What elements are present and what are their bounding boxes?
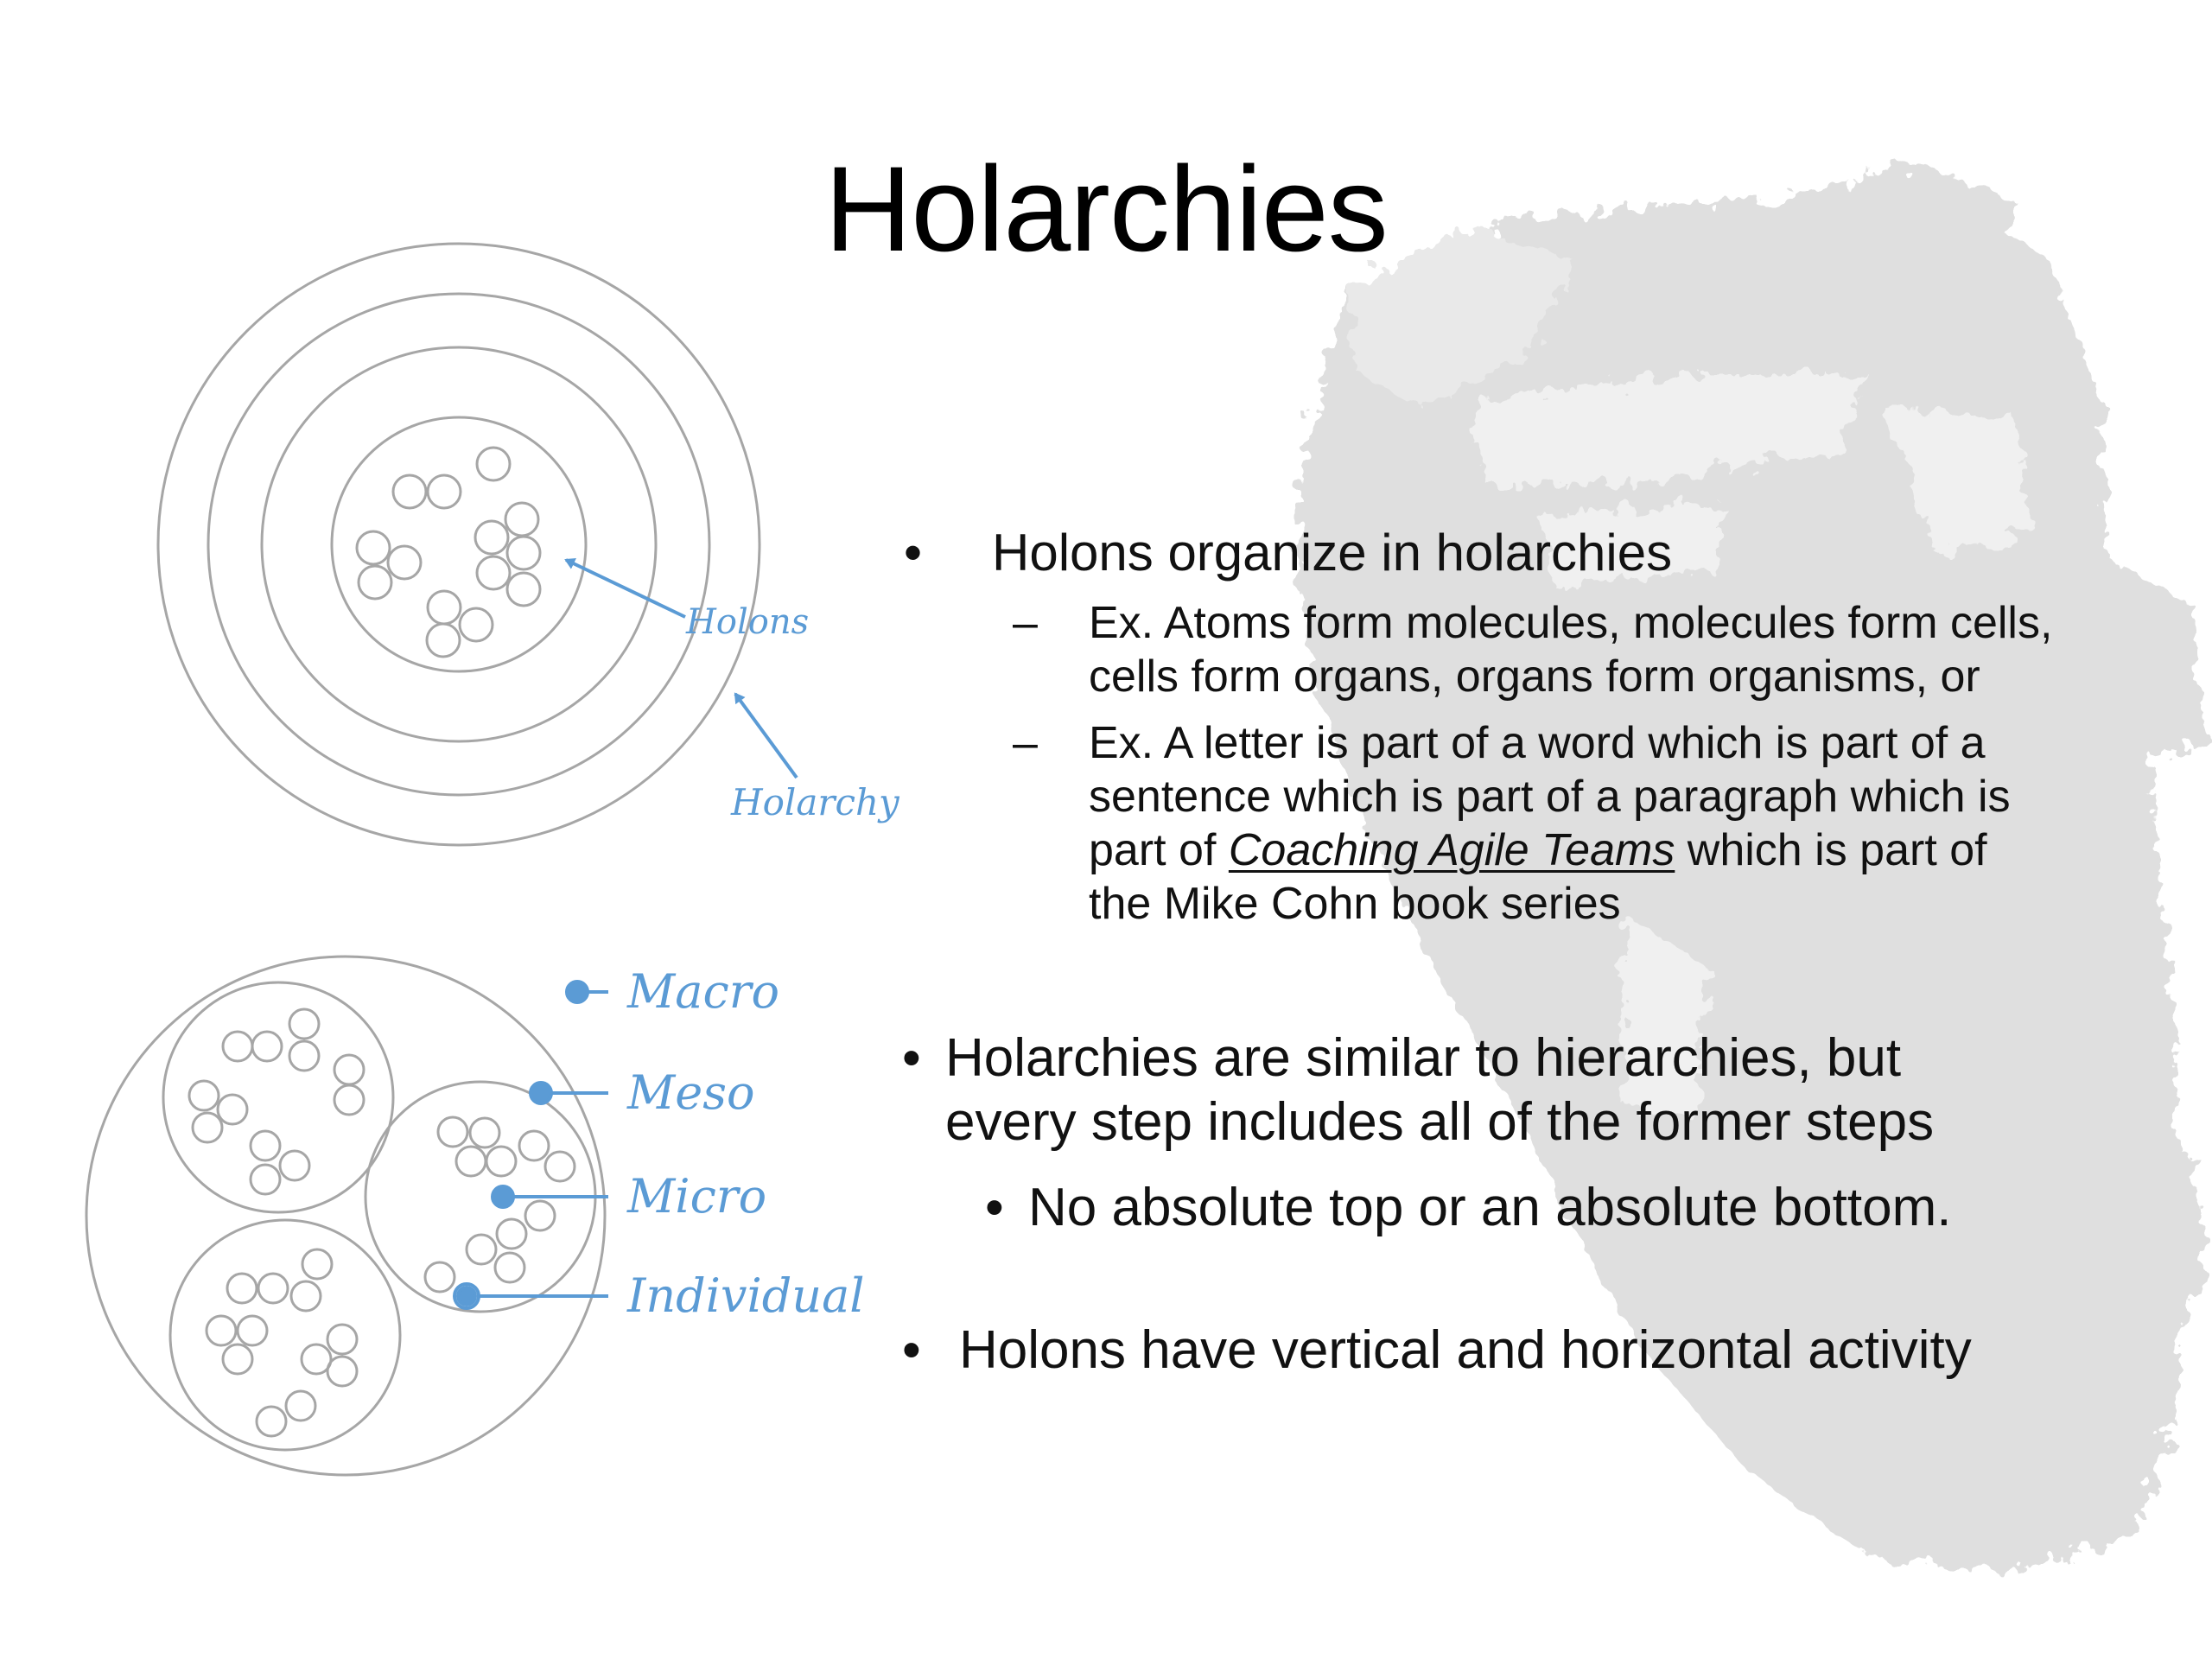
sub-bullet-letter-line1: Ex. A letter is part of a word which is part of a bbox=[1089, 718, 1986, 768]
macro-label: Macro bbox=[627, 964, 780, 1019]
holon bbox=[507, 573, 540, 606]
holons-arrow bbox=[566, 560, 685, 617]
book-title-link: Coaching Agile Teams bbox=[1228, 825, 1675, 875]
holon bbox=[357, 531, 390, 564]
holon bbox=[393, 475, 426, 508]
meso-circle-top bbox=[163, 982, 393, 1212]
levels-diagram bbox=[86, 957, 605, 1475]
holon bbox=[428, 475, 461, 508]
holarchy-ring-2 bbox=[262, 347, 656, 741]
bullet-marker: • bbox=[985, 1178, 1004, 1237]
dash-marker: – bbox=[1013, 598, 1038, 648]
holarchy-arrow bbox=[735, 694, 797, 778]
individuals-cluster bbox=[189, 1009, 575, 1436]
bullet-vertical-horizontal: Holons have vertical and horizontal activity bbox=[959, 1320, 1972, 1380]
sub-bullet-letter-line2: sentence which is part of a paragraph which is bbox=[1089, 772, 2011, 822]
meso-dot bbox=[531, 1083, 551, 1103]
meso-label: Meso bbox=[627, 1065, 755, 1120]
bullet-marker: • bbox=[902, 1320, 921, 1380]
dash-marker: – bbox=[1013, 718, 1038, 768]
holarchy-label: Holarchy bbox=[731, 781, 899, 823]
holarchy-ring-outer bbox=[158, 244, 760, 845]
holarchy-ring-3 bbox=[208, 294, 709, 795]
individual-label: Individual bbox=[627, 1268, 865, 1323]
holon bbox=[427, 624, 460, 657]
sub-bullet-no-absolute-top: No absolute top or an absolute bottom. bbox=[1028, 1178, 1952, 1237]
bullet-holarchies-similar-line2: every step includes all of the former steps bbox=[945, 1092, 1935, 1152]
holon bbox=[428, 591, 461, 624]
holon bbox=[475, 521, 508, 554]
bullet-holons-organize: Holons organize in holarchies bbox=[992, 524, 1673, 582]
individual-dot bbox=[458, 1287, 475, 1305]
holon bbox=[477, 556, 510, 589]
bullet-marker: • bbox=[902, 1028, 921, 1088]
sub-bullet-letter-line4: the Mike Cohn book series bbox=[1089, 879, 1621, 929]
holons-cluster bbox=[357, 448, 540, 657]
holarchy-diagram bbox=[158, 244, 760, 845]
holon bbox=[460, 608, 493, 641]
sub-bullet-atoms-line2: cells form organs, organs form organisms, or bbox=[1089, 652, 1980, 702]
bullet-marker: • bbox=[904, 524, 923, 582]
line3-suffix: which is part of bbox=[1675, 825, 1987, 875]
bullet-holarchies-similar-line1: Holarchies are similar to hierarchies, but bbox=[945, 1028, 1902, 1088]
holon bbox=[507, 537, 540, 569]
slide-title: Holarchies bbox=[824, 141, 1388, 276]
macro-dot bbox=[567, 982, 588, 1002]
holon bbox=[359, 566, 391, 599]
micro-label: Micro bbox=[627, 1169, 767, 1224]
macro-circle bbox=[86, 957, 605, 1475]
micro-dot bbox=[493, 1186, 513, 1207]
sub-bullet-letter-line3 bbox=[1089, 823, 1987, 877]
line3-prefix: part of bbox=[1089, 825, 1229, 875]
holon bbox=[477, 448, 510, 480]
sub-bullet-atoms-line1: Ex. Atoms form molecules, molecules form cells, bbox=[1089, 598, 2053, 648]
holons-label: Holons bbox=[686, 602, 810, 642]
holon bbox=[505, 503, 538, 536]
holon bbox=[388, 546, 421, 579]
